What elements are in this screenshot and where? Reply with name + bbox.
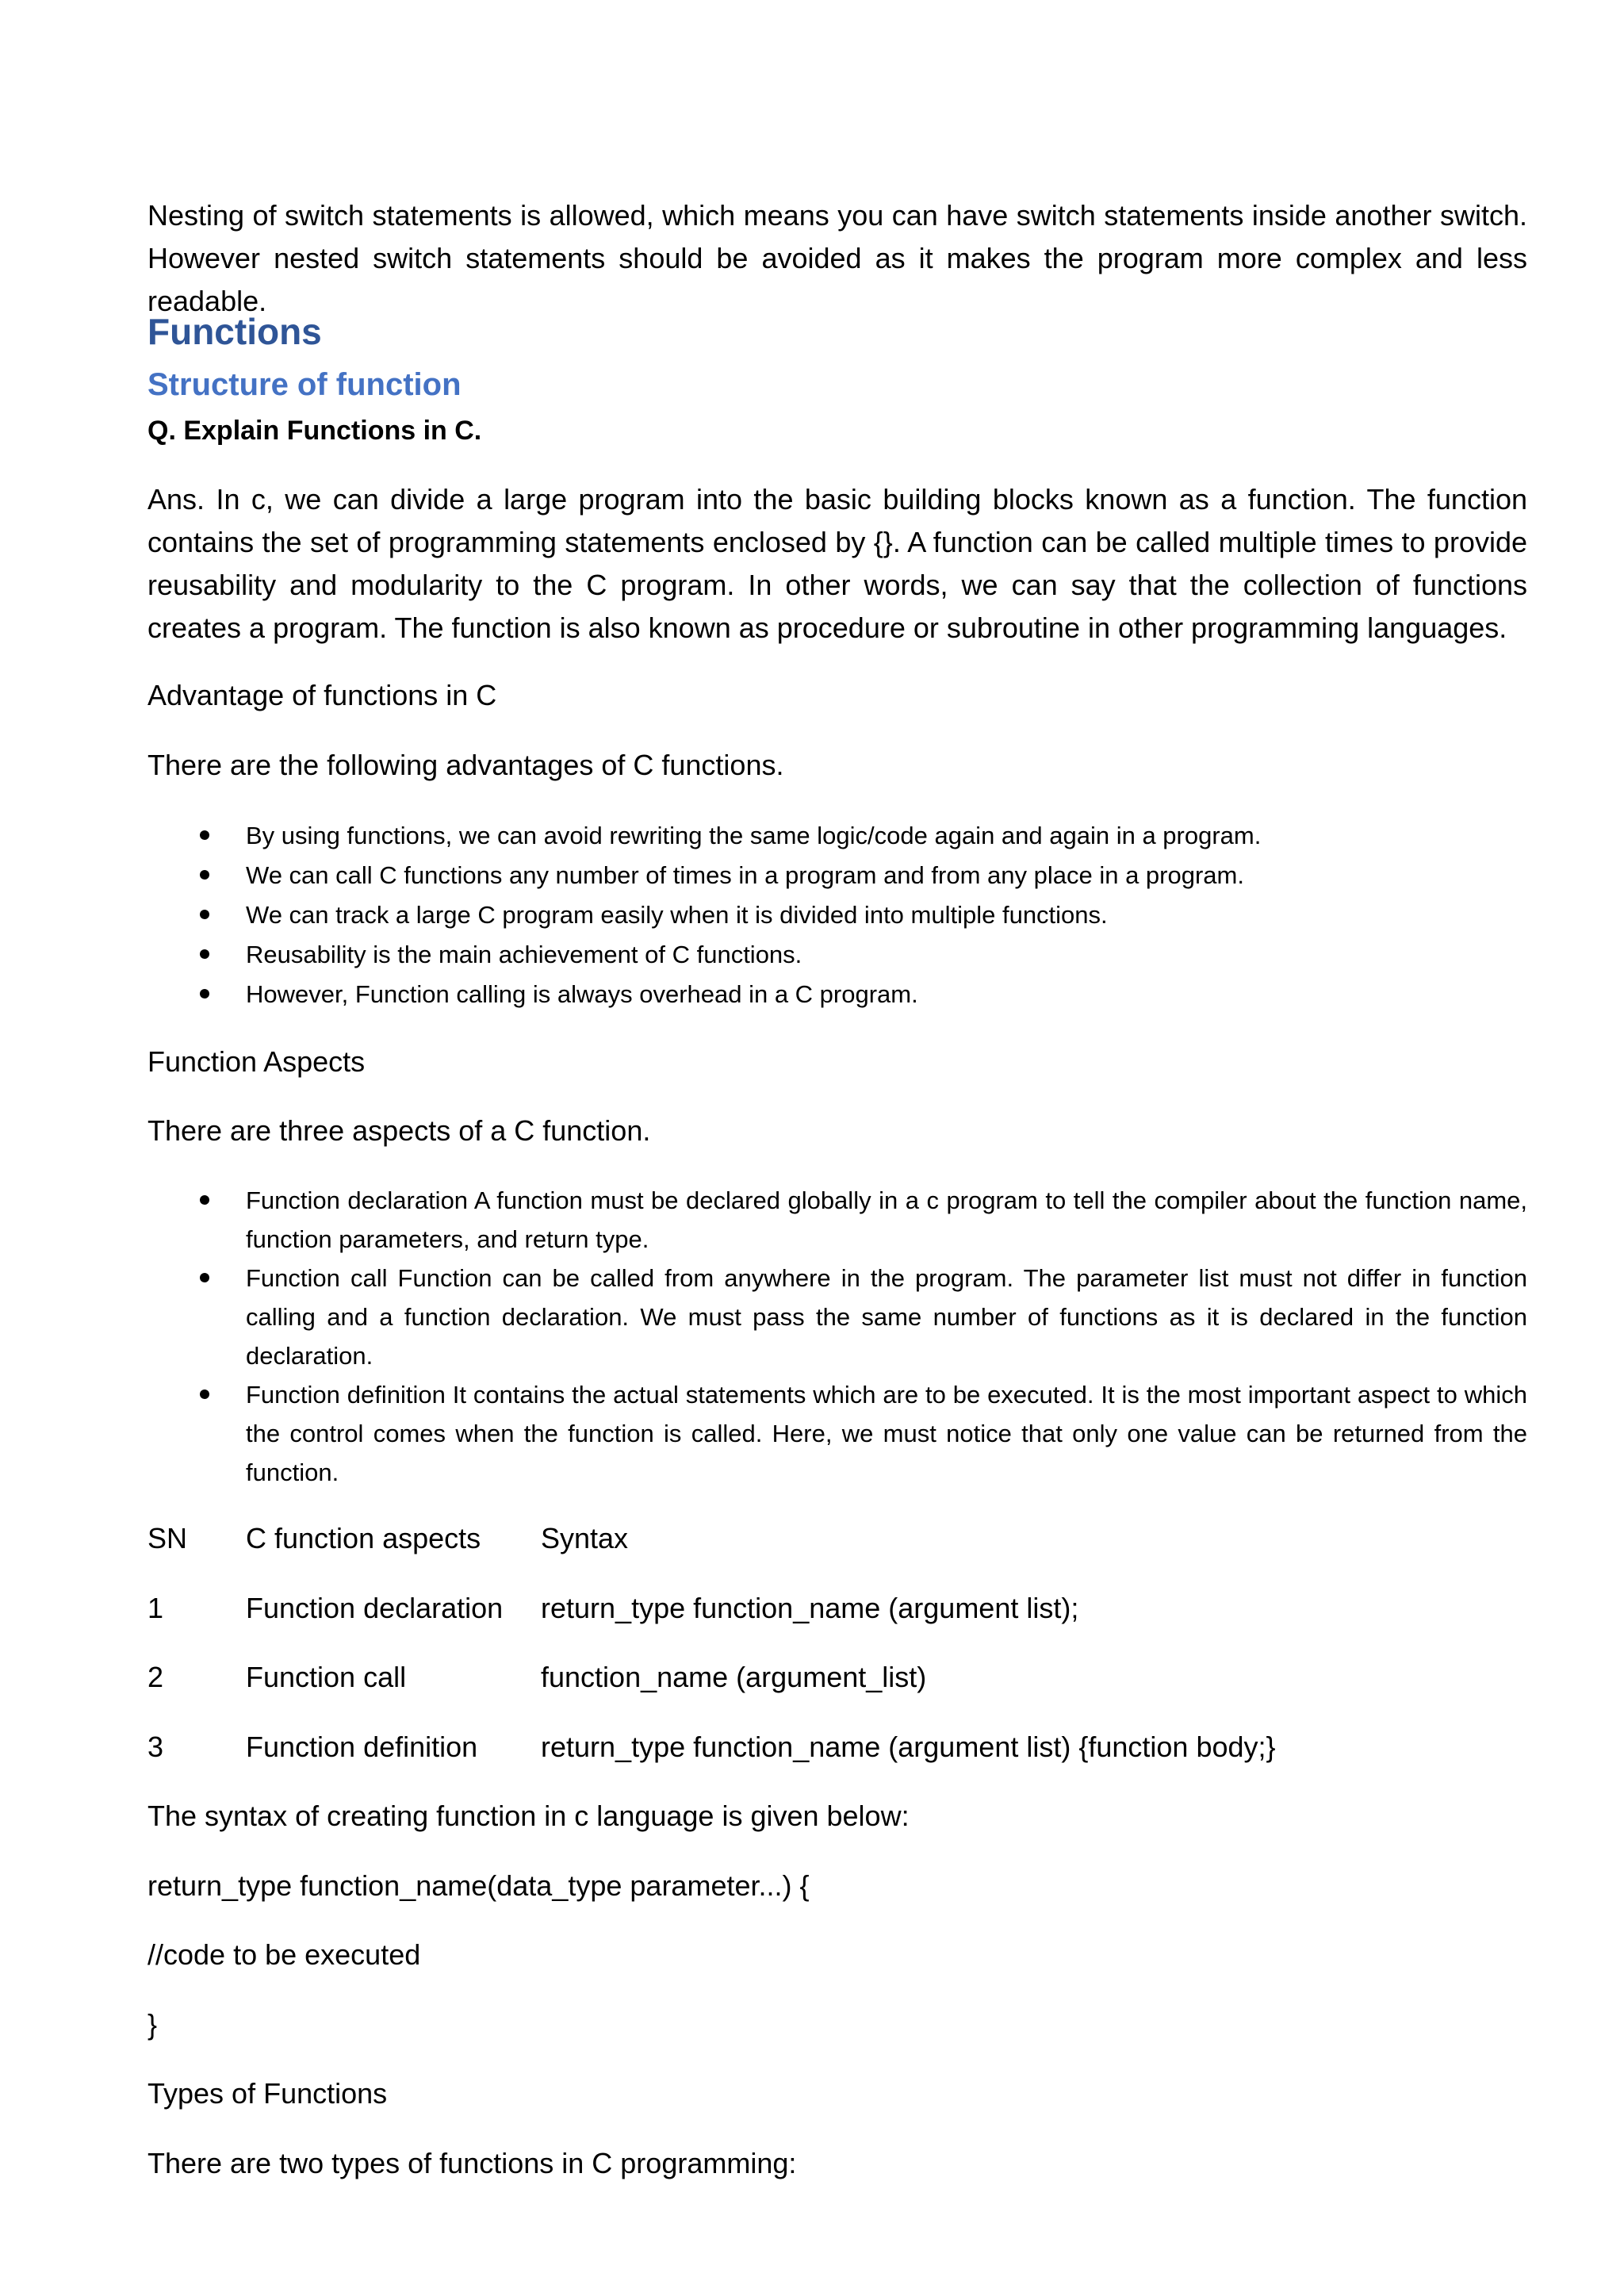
list-item: However, Function calling is always overhead in a C program.	[147, 975, 1527, 1014]
types-intro: There are two types of functions in C programming:	[147, 2147, 797, 2179]
table-cell: return_type function_name (argument list);	[541, 1592, 1079, 1624]
intro-paragraph: Nesting of switch statements is allowed, which means you can have switch statements inside another switch. However nested switch statements should be avoided as it makes the program more complex and less readable.	[147, 199, 1527, 317]
list-item: We can call C functions any number of times in a program and from any place in a program.	[147, 856, 1527, 895]
question-text: Q. Explain Functions in C.	[147, 416, 482, 446]
bullet-icon	[200, 1273, 209, 1282]
table-cell: 3	[147, 1731, 164, 1763]
list-item: We can track a large C program easily when it is divided into multiple functions.	[147, 895, 1527, 935]
list-item: Reusability is the main achievement of C functions.	[147, 935, 1527, 975]
types-title: Types of Functions	[147, 2077, 388, 2110]
advantage-title: Advantage of functions in C	[147, 679, 497, 711]
table-header-syntax: Syntax	[541, 1522, 629, 1554]
bullet-icon	[200, 949, 209, 959]
code-line: //code to be executed	[147, 1938, 421, 1971]
answer-paragraph: Ans. In c, we can divide a large program into the basic building blocks known as a function. The function contains the set of programming statements enclosed by {}. A function can be called multiple times to provide reusability and modularity to the C program. In other words, we can say that the collection of functions creates a program. The function is also known as procedure or subroutine in other programming languages.	[147, 483, 1527, 644]
syntax-intro: The syntax of creating function in c language is given below:	[147, 1800, 910, 1832]
bullet-icon	[200, 830, 209, 840]
advantage-intro: There are the following advantages of C functions.	[147, 749, 784, 781]
table-cell: Function definition	[246, 1731, 478, 1763]
advantages-list	[147, 816, 1527, 1014]
aspects-list	[147, 1181, 1527, 1492]
table-cell: 2	[147, 1661, 164, 1693]
table-header-sn: SN	[147, 1522, 188, 1554]
bullet-icon	[200, 870, 209, 880]
bullet-icon	[200, 1195, 209, 1205]
aspects-intro: There are three aspects of a C function.	[147, 1114, 651, 1147]
code-line: }	[147, 2008, 158, 2041]
table-cell: 1	[147, 1592, 164, 1624]
bullet-icon	[200, 989, 209, 999]
bullet-icon	[200, 910, 209, 919]
code-line: return_type function_name(data_type parameter...) {	[147, 1869, 810, 1902]
table-cell: Function call	[246, 1661, 407, 1693]
table-cell: return_type function_name (argument list) {function body;}	[541, 1731, 1276, 1763]
table-cell: function_name (argument_list)	[541, 1661, 927, 1693]
list-item: Function declaration A function must be declared globally in a c program to tell the compiler about the function name, function parameters, and return type.	[147, 1181, 1527, 1259]
list-item: Function definition It contains the actual statements which are to be executed. It is the most important aspect to which the control comes when the function is called. Here, we must notice that only one value can be returned from the function.	[147, 1375, 1527, 1492]
aspects-title: Function Aspects	[147, 1045, 366, 1078]
heading-structure-of-function: Structure of function	[147, 367, 462, 402]
list-item: By using functions, we can avoid rewriting the same logic/code again and again in a program.	[147, 816, 1527, 856]
list-item: Function call Function can be called from anywhere in the program. The parameter list must not differ in function calling and a function declaration. We must pass the same number of functions as it is declared in the function declaration.	[147, 1259, 1527, 1375]
table-header-aspects: C function aspects	[246, 1522, 481, 1554]
table-cell: Function declaration	[246, 1592, 504, 1624]
heading-functions: Functions	[147, 311, 322, 352]
bullet-icon	[200, 1389, 209, 1399]
